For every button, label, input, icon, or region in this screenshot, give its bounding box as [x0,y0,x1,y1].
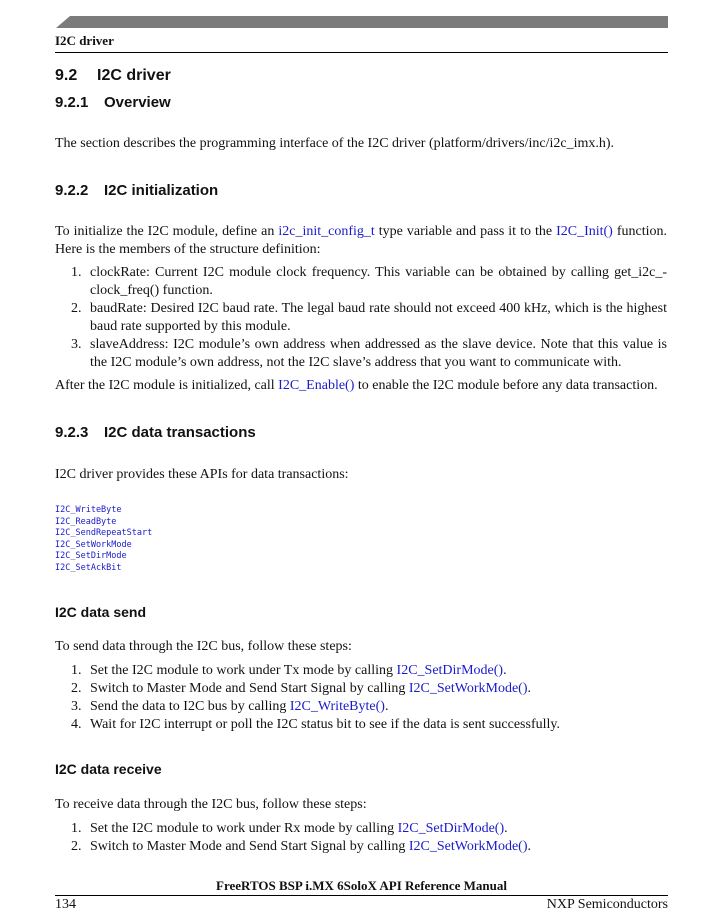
link-i2c-init[interactable]: I2C_Init() [556,224,613,239]
item-text: baudRate: Desired I2C baud rate. The legal baud rate should not exceed 400 kHz, which is the highest baud rate supported by this module. [90,301,667,334]
api-link-set-work-mode[interactable]: I2C_SetWorkMode [55,539,132,550]
item-text: slaveAddress: I2C module’s own address when addressed as the slave device. Note that this value is the I2C module’s own address, not the I2C slave’s address that you want to communicate with. [90,337,667,370]
section-title: I2C driver [97,67,171,84]
link-i2c-setworkmode[interactable]: I2C_SetWorkMode() [408,839,528,854]
api-link-read-byte[interactable]: I2C_ReadByte [55,516,117,527]
section-title: I2C data transactions [104,424,256,441]
section-number: 9.2 [55,67,78,84]
item-number: 3. [71,699,82,714]
overview-paragraph: The section describes the programming interface of the I2C driver (platform/drivers/inc/i2c_imx.h). [55,136,615,151]
running-header: I2C driver [55,33,114,48]
list-item [55,336,667,372]
list-item [55,838,667,856]
api-link-set-dir-mode[interactable]: I2C_SetDirMode [55,551,127,561]
link-i2c-setdirmode[interactable]: I2C_SetDirMode() [397,821,505,836]
list-item [55,264,667,300]
item-text: Set the I2C module to work under Tx mode by calling [90,663,397,678]
item-text: . [503,663,507,678]
section-heading-9-2-2 [55,182,218,199]
subheading-data-receive: I2C data receive [55,761,162,777]
api-link-write-byte[interactable]: I2C_WriteByte [55,505,122,515]
item-number: 2. [71,839,82,854]
item-text: . [384,699,389,714]
item-number: 2. [71,681,82,696]
item-text: Set the I2C module to work under Rx mode by calling [90,821,398,836]
section-heading-9-2-3 [55,424,256,441]
list-item [55,820,667,838]
item-text: Switch to Master Mode and Send Start Signal by calling [90,681,409,696]
item-text: . [504,821,508,836]
text-run: to enable the I2C module before any data transaction. [354,378,658,393]
list-item [55,662,667,680]
item-number: 4. [71,717,82,732]
list-item [55,716,667,734]
page-number: 134 [55,897,76,912]
item-number: 1. [71,821,82,836]
item-number: 2. [71,301,82,316]
section-number: 9.2.3 [55,424,89,441]
footer-manual-title: FreeRTOS BSP i.MX 6SoloX API Reference Manual [216,878,507,893]
section-number: 9.2.2 [55,182,89,199]
item-text: . [527,681,531,696]
item-text: . [527,839,531,854]
receive-intro-paragraph: To receive data through the I2C bus, follow these steps: [55,797,367,812]
footer-rule [55,895,668,896]
link-i2c-setworkmode[interactable]: I2C_SetWorkMode() [408,681,528,696]
link-i2c-setdirmode[interactable]: I2C_SetDirMode() [396,663,504,678]
footer-company: NXP Semiconductors [546,897,668,912]
api-link-send-repeat-start[interactable]: I2C_SendRepeatStart [55,528,153,538]
section-title: I2C initialization [104,182,219,199]
send-steps-list [55,662,667,734]
subheading-data-send: I2C data send [55,604,147,620]
section-number: 9.2.1 [55,94,89,111]
text-run: type variable and pass it to the [374,224,557,239]
init-intro-paragraph [55,223,667,259]
item-text: clockRate: Current I2C module clock frequency. This variable can be obtained by calling get_i2c_-clock_freq() function. [90,265,667,298]
section-title: Overview [104,94,171,111]
item-number: 1. [71,663,82,678]
item-text: Send the data to I2C bus by calling [90,699,290,714]
link-i2c-init-config-t[interactable]: i2c_init_config_t [278,224,375,239]
text-run: function. Here is the members of the structure definition: [55,224,667,257]
init-after-paragraph [55,377,667,395]
item-text: Wait for I2C interrupt or poll the I2C status bit to see if the data is sent successfully. [90,717,560,732]
section-heading-9-2-1 [55,94,171,111]
item-number: 3. [71,337,82,352]
section-heading-9-2 [55,67,171,85]
header-rule [55,52,668,53]
link-i2c-writebyte[interactable]: I2C_WriteByte() [289,699,385,714]
api-link-set-ack-bit[interactable]: I2C_SetAckBit [55,562,122,573]
item-number: 1. [71,265,82,280]
link-i2c-enable[interactable]: I2C_Enable() [278,378,355,393]
text-run: To initialize the I2C module, define an [55,224,279,239]
list-item [55,698,667,716]
text-run: After the I2C module is initialized, call [55,378,279,393]
receive-steps-list [55,820,667,856]
list-item [55,300,667,336]
item-text: Switch to Master Mode and Send Start Signal by calling [90,839,409,854]
api-list [55,505,152,574]
list-item [55,680,667,698]
send-intro-paragraph: To send data through the I2C bus, follow these steps: [55,639,352,654]
transactions-intro-paragraph: I2C driver provides these APIs for data transactions: [55,467,349,482]
header-band [56,16,668,28]
init-member-list [55,264,667,372]
